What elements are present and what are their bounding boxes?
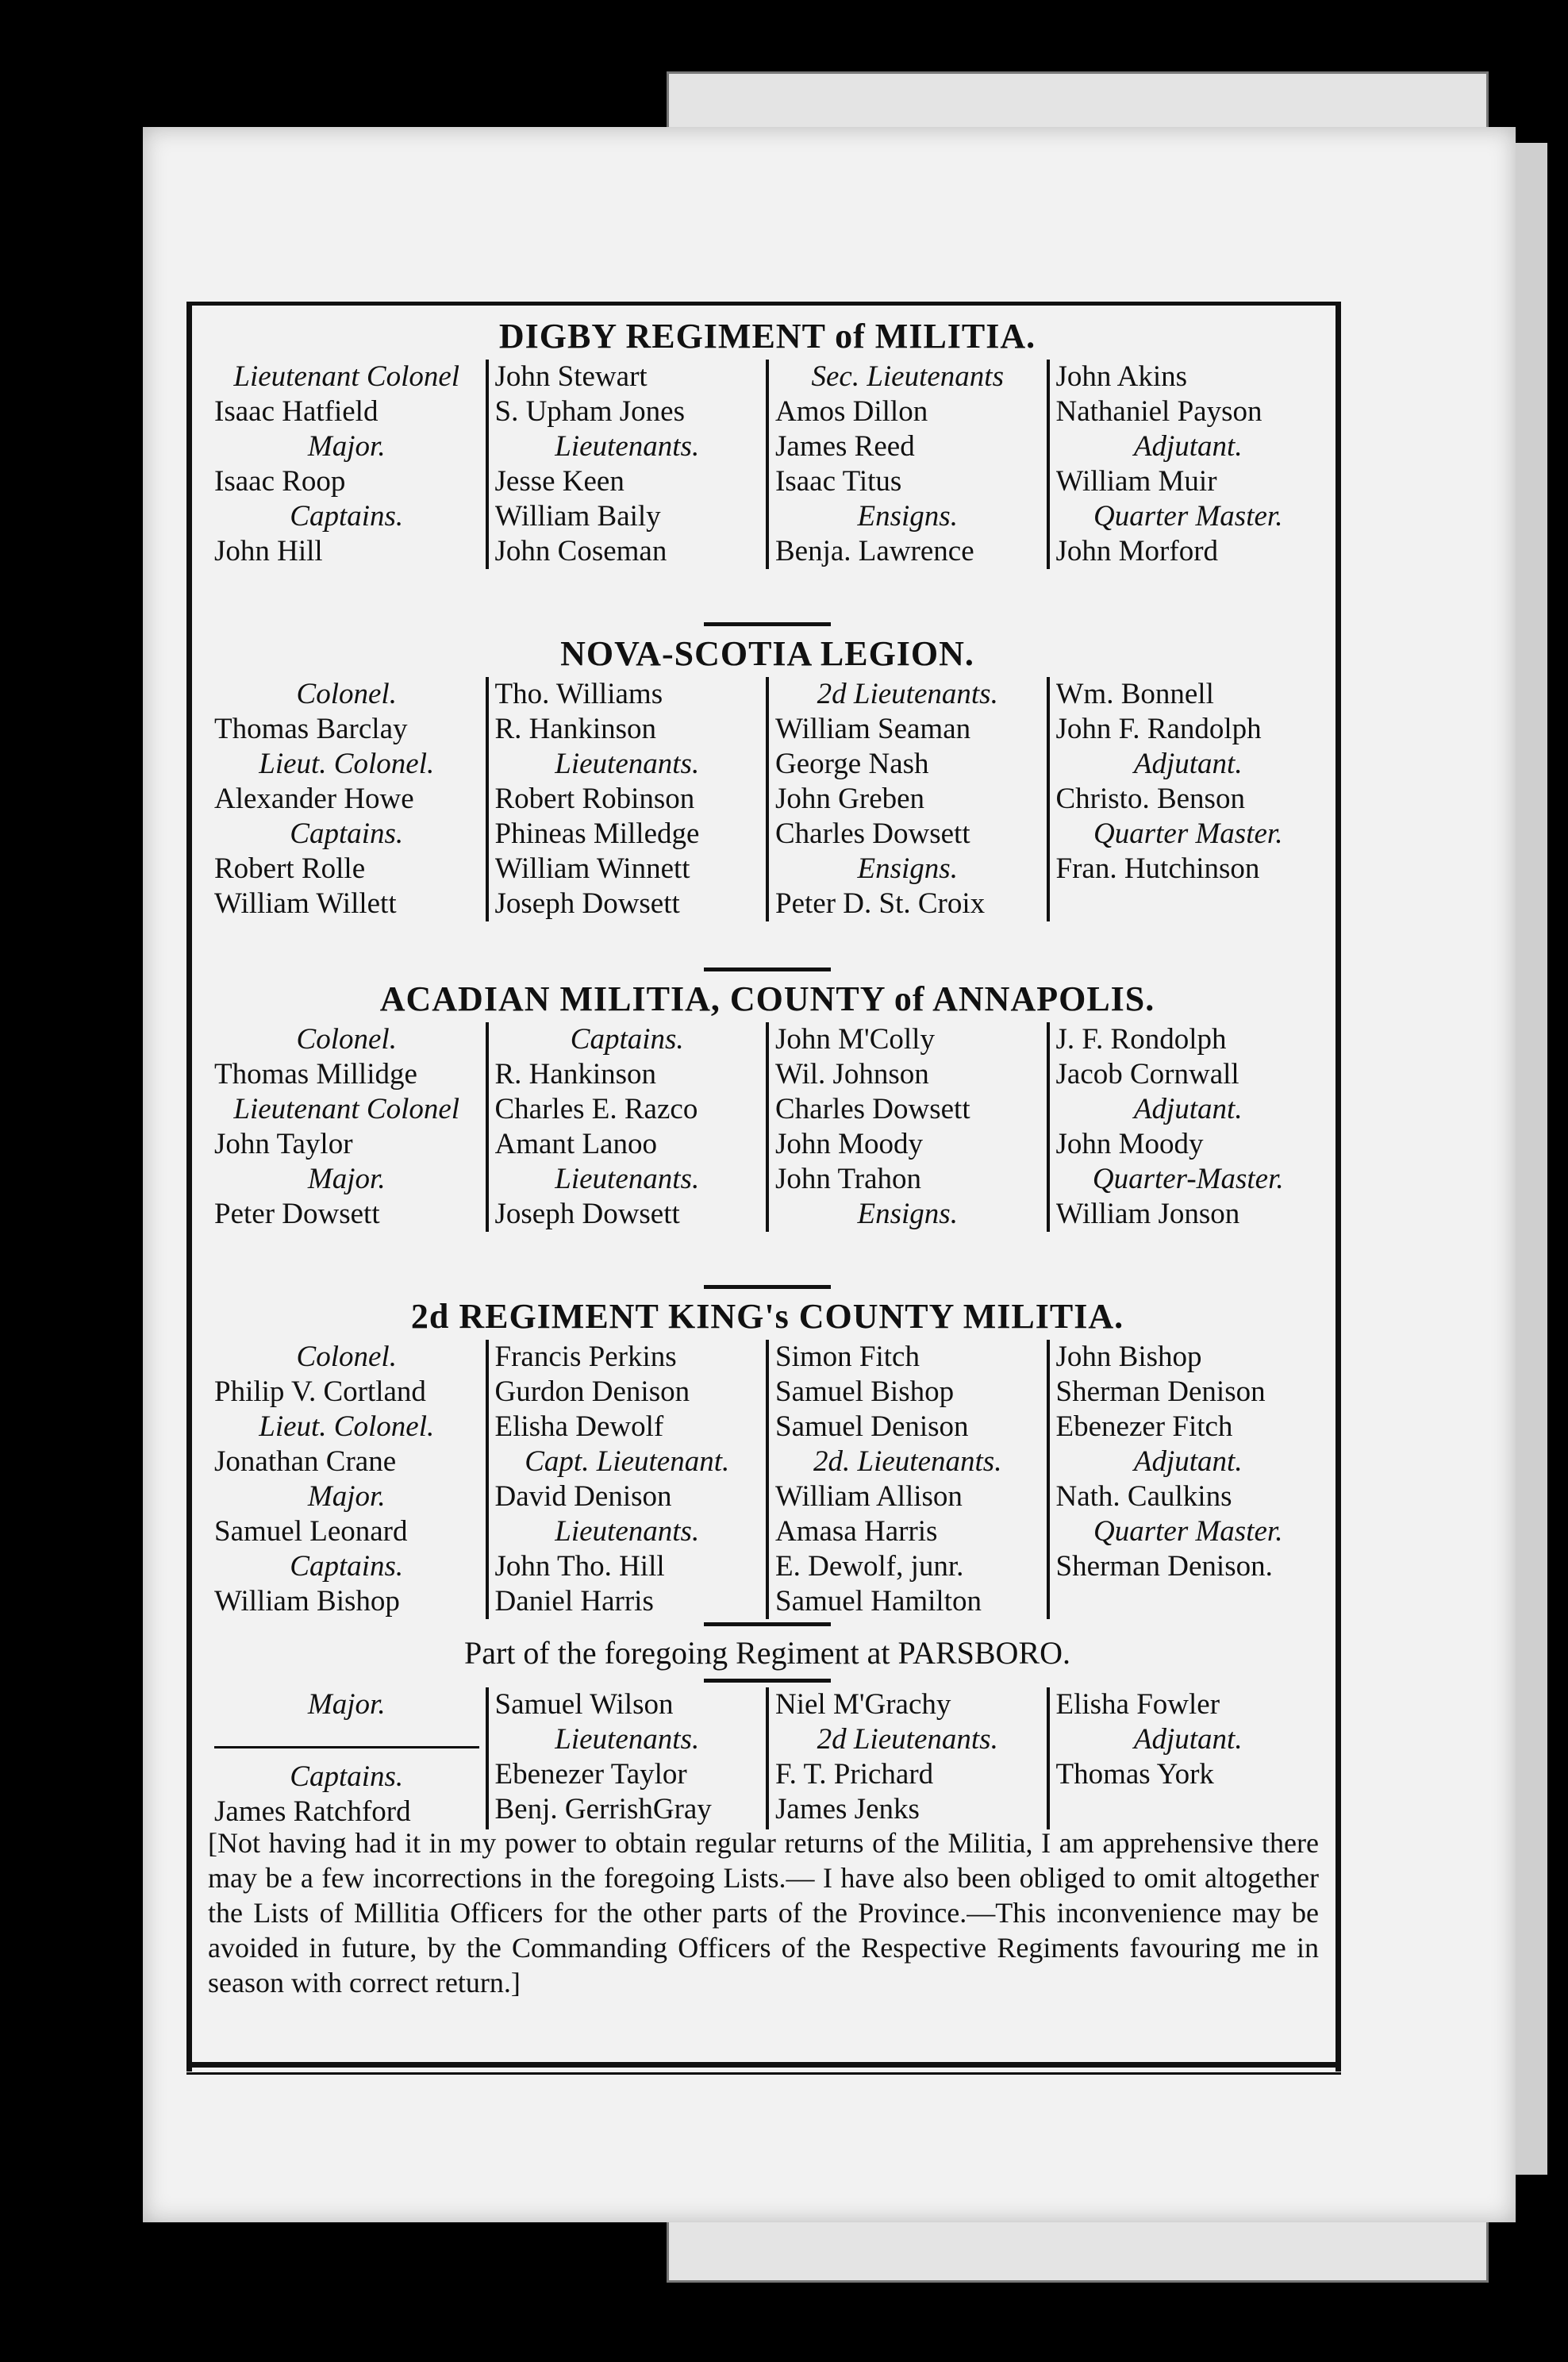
- officer-name: Charles Dowsett: [775, 817, 970, 850]
- officer-column: [766, 1022, 1047, 1232]
- officer-name: John Moody: [775, 1128, 924, 1160]
- officer-name: Wil. Johnson: [775, 1058, 929, 1091]
- officer-name: John Stewart: [494, 360, 648, 393]
- officer-column: [766, 1687, 1047, 1829]
- officer-columns: [208, 360, 1327, 569]
- officer-name: William Muir: [1055, 465, 1217, 498]
- rank-heading: Colonel.: [296, 1341, 397, 1373]
- militia-list-frame: [186, 302, 1341, 2072]
- rank-heading: 2d Lieutenants.: [817, 1723, 998, 1756]
- rank-heading: Colonel.: [296, 678, 397, 710]
- officer-name: William Baily: [494, 500, 661, 533]
- officer-name: John Akins: [1055, 360, 1188, 393]
- officer-name: Jonathan Crane: [214, 1445, 397, 1478]
- officer-column: [1047, 1340, 1328, 1619]
- officer-name: Isaac Titus: [775, 465, 902, 498]
- officer-name: Amasa Harris: [775, 1515, 938, 1548]
- officer-name: Ebenezer Fitch: [1055, 1410, 1233, 1443]
- rank-heading: Adjutant.: [1133, 1445, 1243, 1478]
- rank-heading: Lieutenant Colonel: [233, 360, 460, 393]
- officer-name: George Nash: [775, 748, 929, 780]
- rank-heading: Lieut. Colonel.: [259, 1410, 435, 1443]
- officer-column: [486, 360, 767, 569]
- officer-column: [1047, 1022, 1328, 1232]
- officer-column: [1047, 360, 1328, 569]
- section-title: 2d REGIMENT KING's COUNTY MILITIA.: [410, 1297, 1124, 1336]
- officer-name: Isaac Hatfield: [214, 395, 379, 428]
- officer-column: [486, 677, 767, 921]
- officer-name: Nathaniel Payson: [1055, 395, 1262, 428]
- officer-name: Daniel Harris: [494, 1585, 654, 1618]
- officer-name: F. T. Prichard: [775, 1758, 934, 1791]
- rank-heading: Adjutant.: [1133, 430, 1243, 463]
- rank-heading: Capt. Lieutenant.: [525, 1445, 730, 1478]
- officer-name: Robert Rolle: [214, 852, 366, 885]
- officer-name: John Morford: [1055, 535, 1219, 567]
- officer-name: Francis Perkins: [494, 1341, 677, 1373]
- officer-name: Joseph Dowsett: [494, 1198, 680, 1230]
- officer-name: Samuel Wilson: [494, 1688, 674, 1721]
- officer-name: Christo. Benson: [1055, 783, 1245, 815]
- officer-name: R. Hankinson: [494, 1058, 656, 1091]
- officer-name: Gurdon Denison: [494, 1375, 690, 1408]
- officer-name: Peter Dowsett: [214, 1198, 380, 1230]
- rank-heading: Ensigns.: [857, 852, 958, 885]
- rank-heading: Lieutenants.: [555, 1515, 700, 1548]
- officer-name: Sherman Denison: [1055, 1375, 1266, 1408]
- officer-name: Ebenezer Taylor: [494, 1758, 687, 1791]
- rank-heading: Captains.: [290, 500, 404, 533]
- rank-heading: Captains.: [290, 817, 404, 850]
- officer-column: [208, 360, 486, 569]
- officer-name: John Bishop: [1055, 1341, 1202, 1373]
- officer-columns: [208, 1340, 1327, 1619]
- officer-name: Jesse Keen: [494, 465, 625, 498]
- officer-name: J. F. Rondolph: [1055, 1023, 1227, 1056]
- officer-name: David Denison: [494, 1480, 672, 1513]
- officer-name: John M'Colly: [775, 1023, 935, 1056]
- officer-name: Fran. Hutchinson: [1055, 852, 1260, 885]
- rank-heading: Quarter-Master.: [1092, 1163, 1284, 1195]
- officer-name: Philip V. Cortland: [214, 1375, 426, 1408]
- rank-heading: Captains.: [570, 1023, 684, 1056]
- officer-name: John Tho. Hill: [494, 1550, 665, 1583]
- section-divider-rule: [704, 967, 831, 971]
- officer-name: Peter D. St. Croix: [775, 887, 986, 920]
- officer-name: Alexander Howe: [214, 783, 414, 815]
- blank-rule: [214, 1722, 479, 1748]
- officer-name: Wm. Bonnell: [1055, 678, 1214, 710]
- officer-column: [208, 1022, 486, 1232]
- rank-heading: Major.: [307, 1688, 386, 1721]
- officer-name: Isaac Roop: [214, 465, 346, 498]
- officer-column: [1047, 1687, 1328, 1829]
- section-divider-rule: [704, 1622, 831, 1626]
- officer-column: [766, 677, 1047, 921]
- officer-name: William Seaman: [775, 713, 971, 745]
- section-divider-rule: [704, 1285, 831, 1289]
- section-nova-scotia-legion: [208, 619, 1327, 921]
- officer-name: James Jenks: [775, 1793, 920, 1825]
- officer-name: Simon Fitch: [775, 1341, 920, 1373]
- officer-name: Sherman Denison.: [1055, 1550, 1273, 1583]
- rank-heading: Colonel.: [296, 1023, 397, 1056]
- section-title: DIGBY REGIMENT of MILITIA.: [498, 317, 1036, 356]
- section-title: Part of the foregoing Regiment at PARSBORO.: [463, 1635, 1071, 1671]
- officer-name: John Greben: [775, 783, 925, 815]
- officer-name: John Coseman: [494, 535, 667, 567]
- officer-column: [486, 1340, 767, 1619]
- officer-name: E. Dewolf, junr.: [775, 1550, 964, 1583]
- rank-heading: 2d. Lieutenants.: [813, 1445, 1002, 1478]
- rank-heading: Lieut. Colonel.: [259, 748, 435, 780]
- officer-name: Benja. Lawrence: [775, 535, 974, 567]
- officer-name: Samuel Hamilton: [775, 1585, 982, 1618]
- officer-name: John Taylor: [214, 1128, 353, 1160]
- rank-heading: Quarter Master.: [1093, 817, 1283, 850]
- officer-name: James Ratchford: [214, 1795, 411, 1828]
- officer-name: William Bishop: [214, 1585, 400, 1618]
- rank-heading: Captains.: [290, 1550, 404, 1583]
- officer-name: William Jonson: [1055, 1198, 1240, 1230]
- officer-name: Robert Robinson: [494, 783, 695, 815]
- rank-heading: Quarter Master.: [1093, 500, 1283, 533]
- officer-name: William Willett: [214, 887, 397, 920]
- rank-heading: Sec. Lieutenants: [811, 360, 1004, 393]
- officer-name: Thomas York: [1055, 1758, 1214, 1791]
- officer-name: Nath. Caulkins: [1055, 1480, 1232, 1513]
- officer-name: Elisha Dewolf: [494, 1410, 664, 1443]
- section-title: ACADIAN MILITIA, COUNTY of ANNAPOLIS.: [379, 979, 1155, 1018]
- officer-name: Charles E. Razco: [494, 1093, 698, 1125]
- section-divider-rule: [704, 622, 831, 626]
- officer-name: S. Upham Jones: [494, 395, 685, 428]
- officer-name: John F. Randolph: [1055, 713, 1262, 745]
- title-underline-rule: [704, 1679, 831, 1683]
- rank-heading: Adjutant.: [1133, 748, 1243, 780]
- rank-heading: Captains.: [290, 1760, 404, 1793]
- officer-name: Niel M'Grachy: [775, 1688, 951, 1721]
- section-digby-regiment: [208, 314, 1327, 569]
- officer-name: William Allison: [775, 1480, 963, 1513]
- officer-name: William Winnett: [494, 852, 690, 885]
- rank-heading: 2d Lieutenants.: [817, 678, 998, 710]
- officer-column: [486, 1687, 767, 1829]
- rank-heading: Ensigns.: [857, 500, 958, 533]
- bottom-double-rule: [186, 2062, 1341, 2075]
- section-parsboro: [208, 1619, 1327, 1829]
- rank-heading: Major.: [307, 430, 386, 463]
- rank-heading: Major.: [307, 1480, 386, 1513]
- officer-name: Thomas Millidge: [214, 1058, 417, 1091]
- officer-name: Thomas Barclay: [214, 713, 408, 745]
- officer-name: Charles Dowsett: [775, 1093, 970, 1125]
- section-kings-county-militia: [208, 1282, 1327, 1619]
- officer-name: Samuel Denison: [775, 1410, 969, 1443]
- officer-column: [766, 1340, 1047, 1619]
- officer-columns: [208, 1022, 1327, 1232]
- officer-name: Elisha Fowler: [1055, 1688, 1220, 1721]
- officer-column: [486, 1022, 767, 1232]
- officer-name: James Reed: [775, 430, 915, 463]
- officer-name: Amos Dillon: [775, 395, 928, 428]
- officer-name: John Hill: [214, 535, 323, 567]
- officer-column: [766, 360, 1047, 569]
- officer-name: Joseph Dowsett: [494, 887, 680, 920]
- rank-heading: Lieutenants.: [555, 1723, 700, 1756]
- officer-column: [208, 1340, 486, 1619]
- officer-name: Amant Lanoo: [494, 1128, 657, 1160]
- officer-column: [208, 677, 486, 921]
- officer-name: R. Hankinson: [494, 713, 656, 745]
- officer-name: Phineas Milledge: [494, 817, 700, 850]
- rank-heading: Lieutenants.: [555, 430, 700, 463]
- officer-name: Benj. GerrishGray: [494, 1793, 712, 1825]
- officer-name: Jacob Cornwall: [1055, 1058, 1239, 1091]
- officer-columns: [208, 1687, 1327, 1829]
- rank-heading: Lieutenant Colonel: [233, 1093, 460, 1125]
- rank-heading: Major.: [307, 1163, 386, 1195]
- officer-name: Samuel Leonard: [214, 1515, 408, 1548]
- rank-heading: Adjutant.: [1133, 1723, 1243, 1756]
- editor-note: [Not having had it in my power to obtain regular returns of the Militia, I am apprehensive there may be a few incorrections in the foregoing Lists.— I have also been obliged to omit altogether the Lists of Millitia Officers for the other parts of the Province.—This inconvenience may be avoided in future, by the Commanding Officers of the Respective Regiments favouring me in season with correct return.]: [208, 1827, 1319, 1998]
- officer-name: John Moody: [1055, 1128, 1204, 1160]
- officer-column: [1047, 677, 1328, 921]
- section-acadian-militia: [208, 964, 1327, 1232]
- section-title: NOVA-SCOTIA LEGION.: [560, 634, 974, 673]
- officer-columns: [208, 677, 1327, 921]
- officer-name: Tho. Williams: [494, 678, 663, 710]
- rank-heading: Quarter Master.: [1093, 1515, 1283, 1548]
- officer-name: John Trahon: [775, 1163, 922, 1195]
- rank-heading: Lieutenants.: [555, 748, 700, 780]
- rank-heading: Ensigns.: [857, 1198, 958, 1230]
- rank-heading: Adjutant.: [1133, 1093, 1243, 1125]
- officer-name: Samuel Bishop: [775, 1375, 955, 1408]
- rank-heading: Lieutenants.: [555, 1163, 700, 1195]
- officer-column: [208, 1687, 486, 1829]
